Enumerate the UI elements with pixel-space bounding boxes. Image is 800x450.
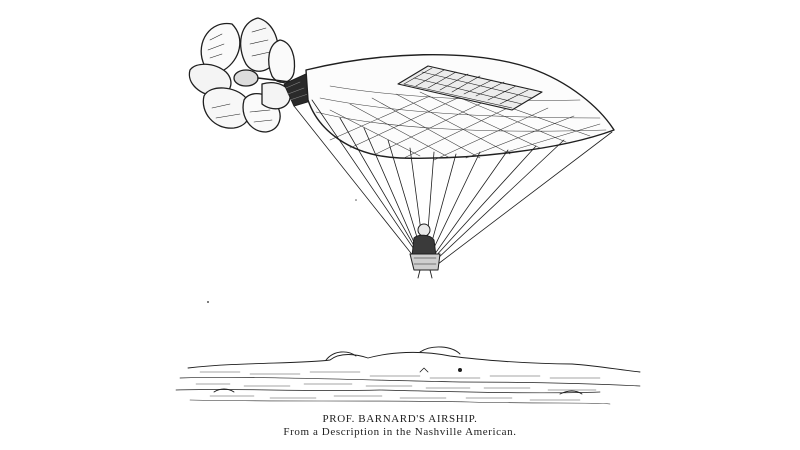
propeller-blades — [189, 18, 294, 132]
aeronaut-figure — [410, 224, 440, 278]
gas-bag-envelope — [306, 55, 614, 160]
caption-subtitle: From a Description in the Nashville American. — [283, 426, 517, 438]
landscape — [176, 347, 640, 404]
caption-title: PROF. BARNARD'S AIRSHIP. — [322, 413, 478, 425]
